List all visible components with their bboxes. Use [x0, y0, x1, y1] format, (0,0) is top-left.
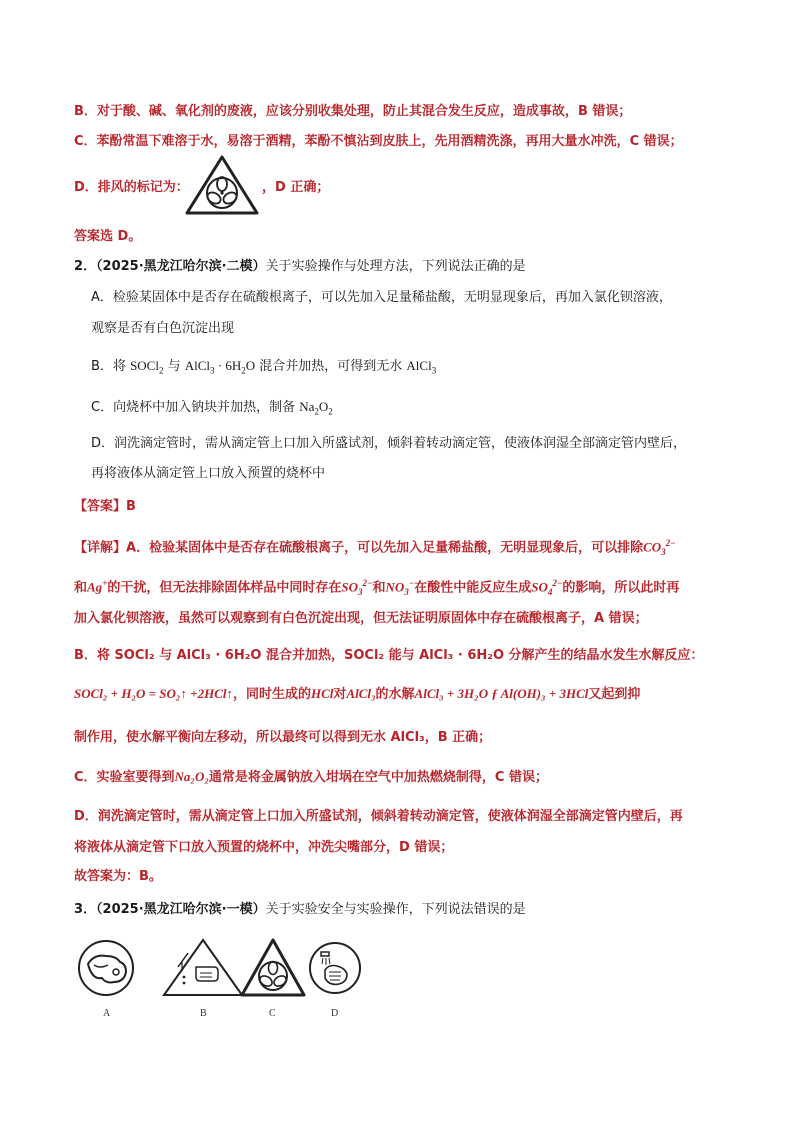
prev-answer: 答案选 D。 — [74, 229, 142, 244]
q2-exp-d-line2: 将液体从滴定管下口放入预置的烧杯中，冲洗尖嘴部分，D 错误； — [74, 840, 454, 855]
q2-exp-a-line1: 【详解】A．检验某固体中是否存在硫酸根离子，可以先加入足量稀盐酸，无明显现象后，可以排除$CO_3^{2-}$ — [74, 538, 676, 557]
figure-label-d: D — [331, 1008, 339, 1019]
q2-option-d-line1: D．润洗滴定管时，需从滴定管上口加入所盛试剂，倾斜着转动滴定管，使液体润湿全部滴定管内壁后， — [91, 436, 687, 451]
q2-option-a-line2: 观察是否有白色沉淀出现 — [91, 321, 235, 336]
prev-option-c: C．苯酚常温下难溶于水，易溶于酒精，苯酚不慎沾到皮肤上，先用酒精洗涤，再用大量水冲洗，C 错误； — [74, 134, 683, 149]
q2-final-answer: 故答案为：B。 — [74, 869, 162, 884]
q2-option-c: C．向烧杯中加入钠块并加热，制备 $Na_2O_2$ — [91, 399, 333, 417]
q2-answer: 【答案】B — [74, 499, 136, 514]
hand-wash-sign-d-icon — [307, 938, 363, 998]
q2-exp-d-line1: D．润洗滴定管时，需从滴定管上口加入所盛试剂，倾斜着转动滴定管，使液体润湿全部滴定管内壁后，再 — [74, 809, 683, 824]
q2-option-b: B．将 SOCl$_2$ 与 AlCl$_3$ · $6H_2O$ 混合并加热，可得到无水 AlCl$_3$ — [91, 358, 437, 376]
exhaust-fan-sign-icon — [183, 155, 261, 217]
q2-option-d-line2: 再将液体从滴定管上口放入预置的烧杯中 — [91, 466, 326, 481]
q2-header: 2．（2025·黑龙江哈尔滨·二模）关于实验操作与处理方法，下列说法正确的是 — [74, 259, 526, 274]
q2-exp-a-line3: 加入氯化钡溶液，虽然可以观察到有白色沉淀出现，但无法证明原固体中存在硫酸根离子，A 错误； — [74, 611, 648, 626]
q2-exp-c: C．实验室要得到Na₂O₂通常是将金属钠放入坩埚在空气中加热燃烧制得，C 错误； — [74, 769, 548, 785]
prev-option-d-verdict: ，D 正确； — [262, 180, 330, 195]
q3-header: 3．（2025·黑龙江哈尔滨·一模）关于实验安全与实验操作，下列说法错误的是 — [74, 902, 526, 917]
exhaust-fan-sign-c-icon — [238, 937, 308, 999]
figure-label-b: B — [200, 1008, 207, 1019]
q2-exp-b-line3: 制作用，使水解平衡向左移动，所以最终可以得到无水 AlCl₃，B 正确； — [74, 730, 492, 745]
figure-label-a: A — [103, 1008, 111, 1019]
q2-exp-a-line2: 和Ag+的干扰，但无法排除固体样品中同时存在$SO_3^{2-}$和$NO_3^-$在酸性中能反应生成$SO_4^{2-}$的影响，所以此时再 — [74, 578, 680, 597]
prev-option-d: D．排风的标记为： — [74, 180, 189, 195]
hazard-sign-a-icon — [76, 938, 136, 998]
q2-exp-b-line1: B．将 SOCl₂ 与 AlCl₃ · 6H₂O 混合并加热，SOCl₂ 能与 AlCl₃ · 6H₂O 分解产生的结晶水发生水解反应： — [74, 648, 704, 663]
corrosive-sign-b-icon — [160, 937, 246, 999]
q2-exp-b-line2: SOCl₂ + H₂O = SO₂↑ +2HCl↑，同时生成的HCl对AlCl₃的水解AlCl₃ + 3H₂O ƒ Al(OH)₃ + 3HCl又起到抑 — [74, 686, 641, 702]
figure-label-c: C — [269, 1008, 276, 1019]
q2-option-a-line1: A．检验某固体中是否存在硫酸根离子，可以先加入足量稀盐酸，无明显现象后，再加入氯化钡溶液， — [91, 290, 672, 305]
prev-option-b: B．对于酸、碱、氧化剂的废液，应该分别收集处理，防止其混合发生反应，造成事故，B 错误； — [74, 104, 632, 119]
